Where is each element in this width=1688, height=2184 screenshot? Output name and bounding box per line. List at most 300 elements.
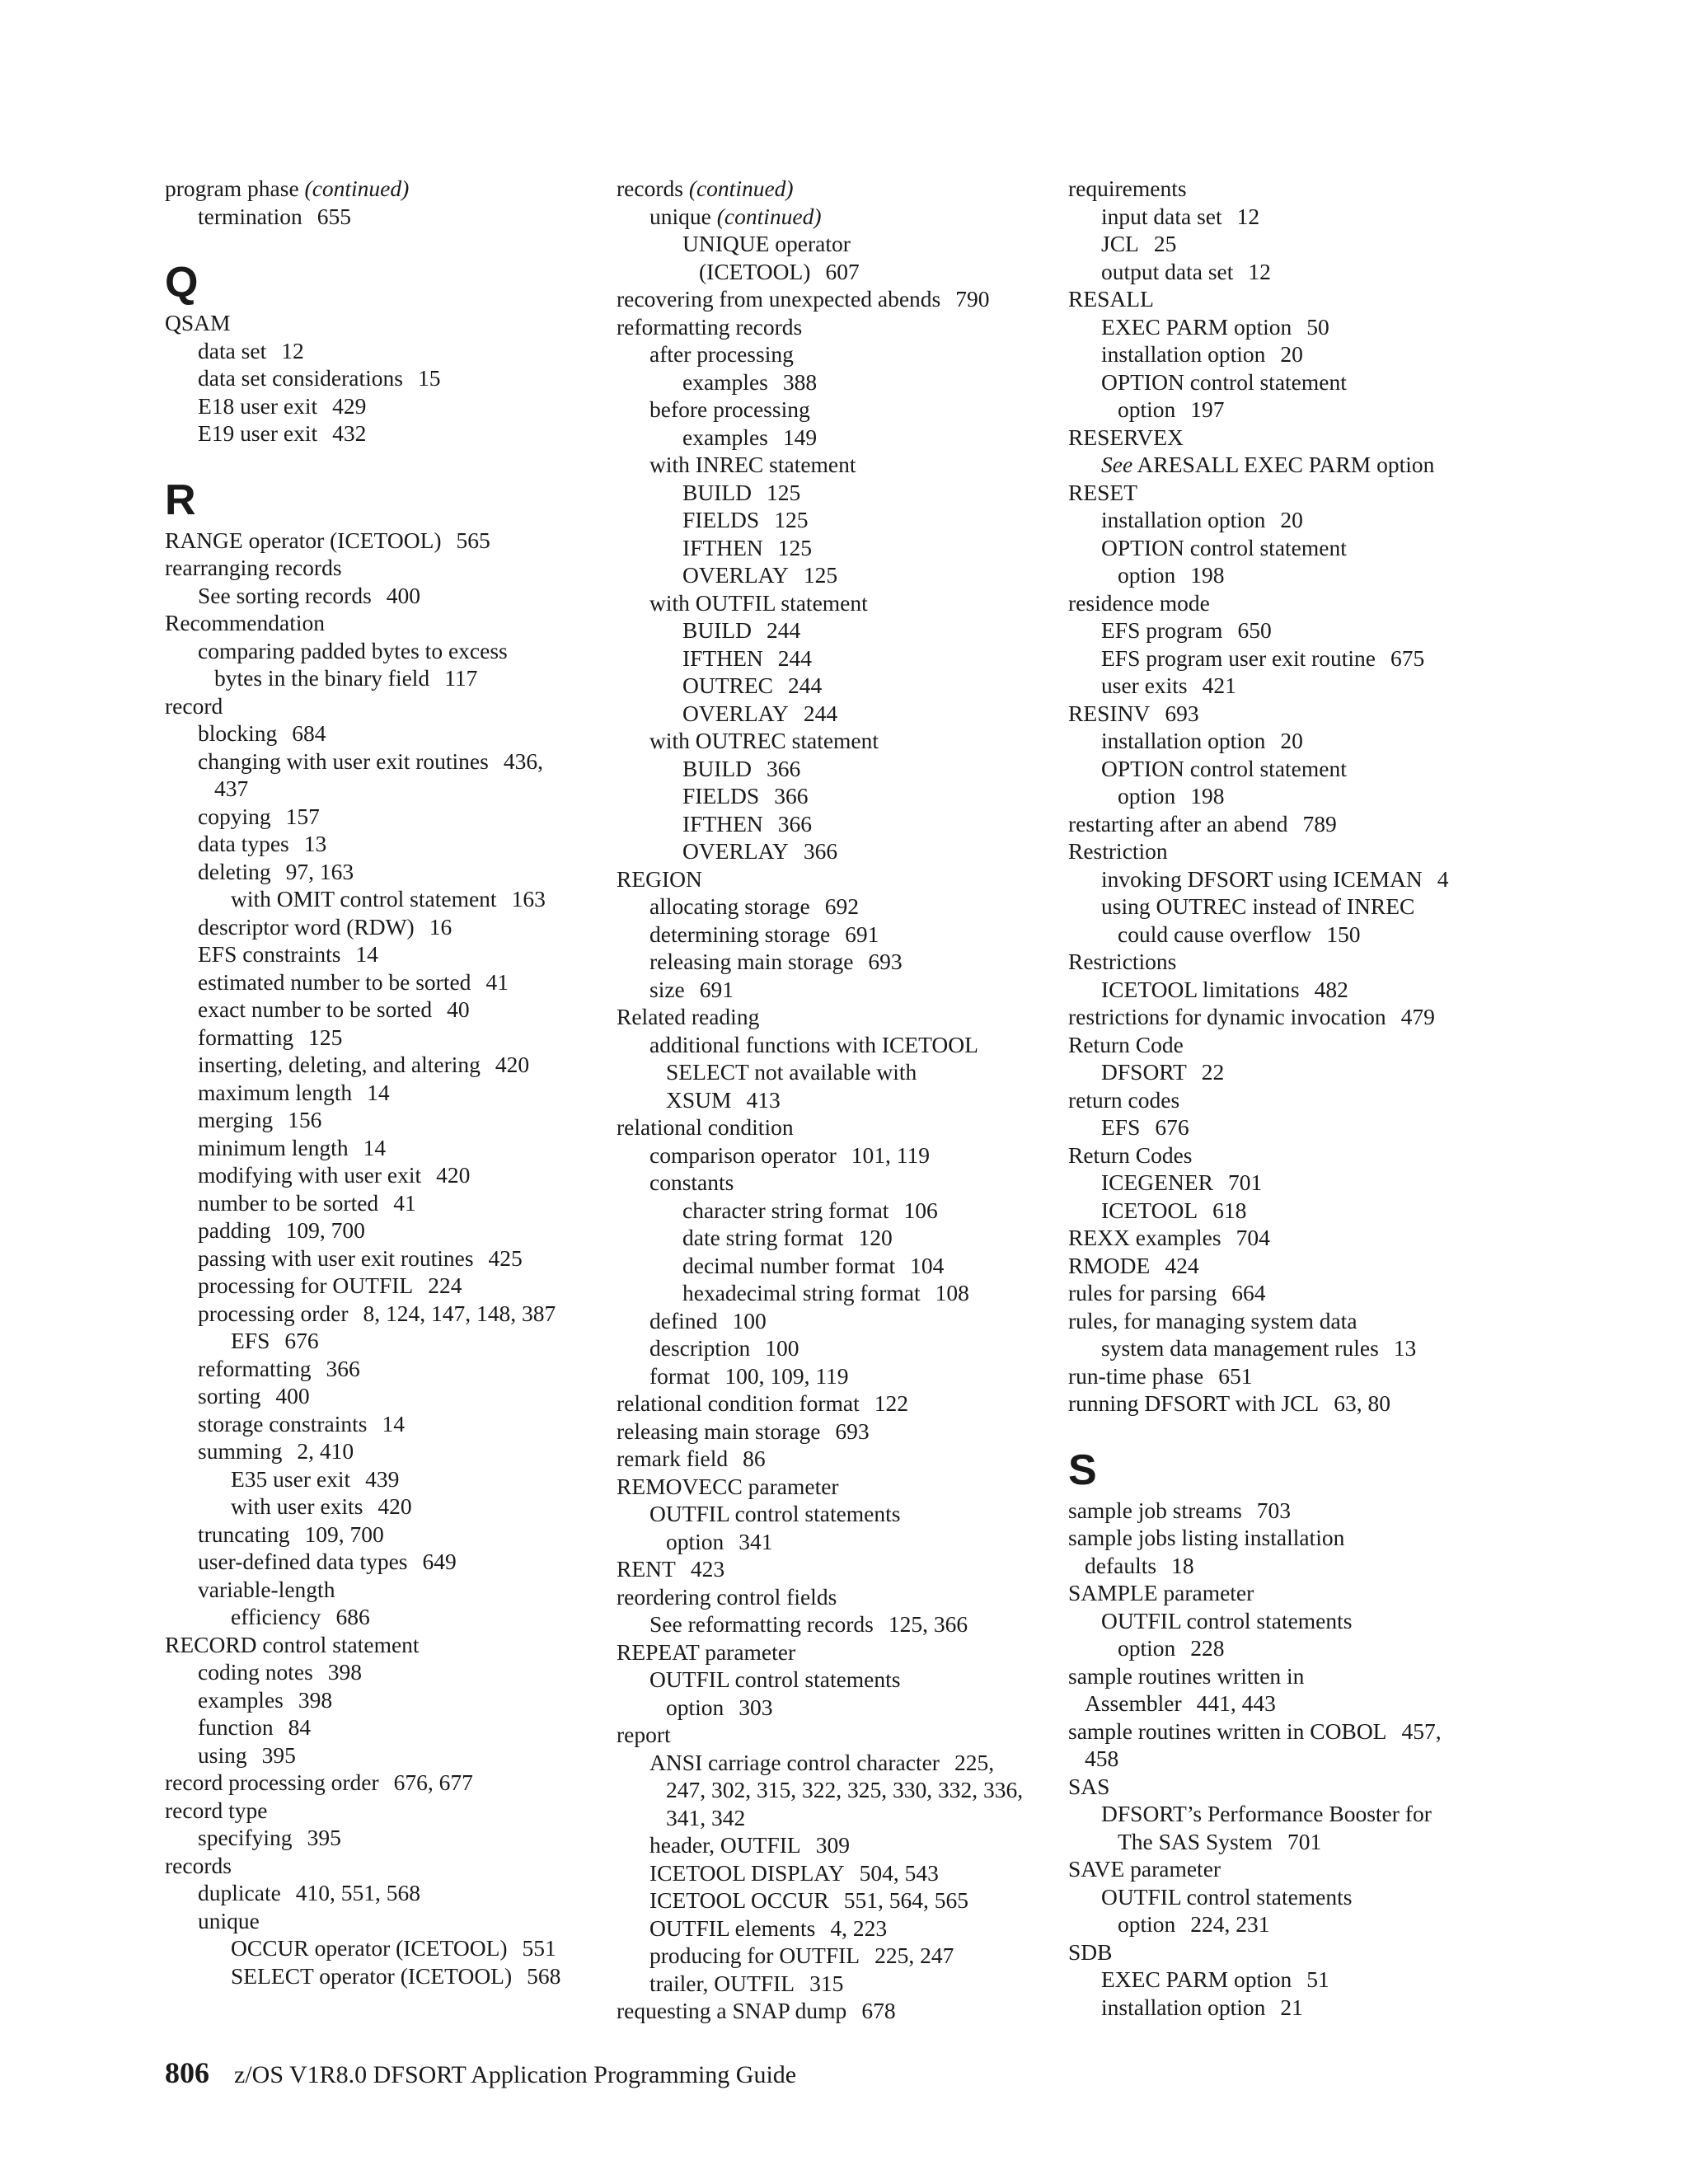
index-entry bbox=[1068, 1224, 1513, 1252]
index-entry bbox=[1068, 1607, 1513, 1635]
index-term: description bbox=[649, 1335, 751, 1361]
page-reference: 149 bbox=[782, 424, 818, 450]
index-term: BUILD bbox=[682, 617, 753, 643]
page-reference: 701 bbox=[1287, 1828, 1322, 1854]
index-term: OUTFIL control statements bbox=[649, 1501, 901, 1526]
page-reference: 18 bbox=[1171, 1552, 1194, 1578]
index-entry bbox=[1068, 1334, 1513, 1362]
index-term: blocking bbox=[198, 720, 278, 746]
index-entry bbox=[1068, 1718, 1513, 1746]
page-reference: 8, 124, 147, 148, 387 bbox=[363, 1300, 556, 1326]
index-term: remark field bbox=[617, 1446, 729, 1471]
index-term: record type bbox=[165, 1797, 268, 1823]
index-entry bbox=[165, 175, 610, 203]
index-term: user-defined data types bbox=[198, 1549, 408, 1574]
index-term: REMOVECC parameter bbox=[617, 1473, 839, 1499]
index-entry bbox=[1068, 1690, 1513, 1718]
page-reference: 225, 247 bbox=[874, 1943, 954, 1968]
index-term: rearranging records bbox=[165, 555, 342, 580]
index-term: ANSI carriage control character bbox=[649, 1749, 940, 1775]
index-term: RESET bbox=[1068, 479, 1138, 505]
index-entry bbox=[617, 1555, 1062, 1583]
index-term: option bbox=[1118, 562, 1176, 588]
index-entry bbox=[165, 1603, 610, 1631]
page-reference: 684 bbox=[292, 720, 326, 746]
index-entry bbox=[165, 692, 610, 720]
index-entry bbox=[1068, 1197, 1513, 1225]
index-term: character string format bbox=[682, 1197, 889, 1223]
index-term: determining storage bbox=[649, 921, 831, 947]
index-entry bbox=[1068, 1994, 1513, 2022]
index-term: OPTION control statement bbox=[1101, 534, 1347, 560]
index-entry bbox=[165, 1713, 610, 1741]
index-entry bbox=[1068, 175, 1513, 203]
index-entry bbox=[165, 1106, 610, 1134]
continued-label: (continued) bbox=[716, 203, 822, 229]
index-entry bbox=[617, 810, 1062, 838]
index-entry bbox=[1068, 1086, 1513, 1114]
index-term: OVERLAY bbox=[682, 700, 789, 726]
index-entry bbox=[617, 921, 1062, 949]
index-term: OVERLAY bbox=[682, 838, 789, 864]
index-entry bbox=[1068, 1552, 1513, 1580]
index-term: reformatting records bbox=[617, 313, 803, 340]
index-entry bbox=[617, 368, 1062, 396]
page-reference: 400 bbox=[275, 1383, 310, 1408]
index-entry bbox=[165, 1962, 610, 1990]
index-term: installation option bbox=[1101, 1994, 1266, 2020]
page-reference: 15 bbox=[417, 365, 441, 391]
index-term: comparing padded bytes to excess bbox=[198, 637, 508, 663]
index-entry bbox=[165, 364, 610, 392]
index-term: RMODE bbox=[1068, 1252, 1151, 1278]
index-entry bbox=[165, 1548, 610, 1576]
index-column-3 bbox=[1068, 175, 1513, 2021]
index-entry bbox=[165, 582, 610, 610]
index-entry bbox=[617, 1776, 1062, 1804]
index-term: with user exits bbox=[231, 1493, 363, 1519]
page-reference: 432 bbox=[332, 420, 367, 446]
index-entry bbox=[1068, 424, 1513, 452]
page-reference: 504, 543 bbox=[859, 1859, 939, 1886]
page-reference: 224 bbox=[428, 1272, 462, 1298]
page-reference: 14 bbox=[355, 941, 378, 967]
page-reference: 789 bbox=[1302, 810, 1337, 837]
document-title: z/OS V1R8.0 DFSORT Application Programming Guide bbox=[234, 2061, 797, 2088]
index-entry bbox=[617, 1915, 1062, 1943]
page-reference: 13 bbox=[303, 831, 327, 856]
index-term: restrictions for dynamic invocation bbox=[1068, 1004, 1386, 1029]
index-entry bbox=[165, 1051, 610, 1079]
index-entry bbox=[165, 1134, 610, 1162]
page-reference: 650 bbox=[1237, 617, 1272, 643]
index-term: See sorting records bbox=[198, 582, 372, 608]
page-reference: 12 bbox=[281, 337, 304, 363]
page-reference: 366 bbox=[803, 838, 838, 864]
index-term: EFS constraints bbox=[198, 941, 341, 967]
index-entry bbox=[1068, 1910, 1513, 1938]
index-entry bbox=[617, 1694, 1062, 1722]
index-entry bbox=[1068, 203, 1513, 231]
index-entry bbox=[165, 1410, 610, 1438]
index-term: E18 user exit bbox=[198, 392, 318, 419]
page-reference: 20 bbox=[1280, 507, 1303, 532]
page-reference: 20 bbox=[1280, 728, 1303, 753]
page-reference: 693 bbox=[835, 1418, 870, 1444]
index-entry bbox=[617, 175, 1062, 203]
page-reference: 197 bbox=[1190, 396, 1225, 422]
index-term: FIELDS bbox=[682, 507, 760, 532]
index-term: report bbox=[617, 1722, 671, 1747]
page-reference: 315 bbox=[809, 1970, 844, 1996]
index-entry bbox=[165, 309, 610, 337]
page-reference: 420 bbox=[377, 1493, 412, 1519]
index-term: allocating storage bbox=[649, 893, 810, 919]
index-term: defaults bbox=[1085, 1552, 1157, 1578]
index-entry bbox=[617, 1528, 1062, 1556]
index-term: option bbox=[666, 1528, 724, 1554]
index-term: option bbox=[666, 1694, 724, 1720]
index-entry bbox=[617, 616, 1062, 644]
index-entry bbox=[617, 948, 1062, 976]
index-entry bbox=[1068, 479, 1513, 507]
index-term: RESINV bbox=[1068, 700, 1151, 726]
index-entry bbox=[617, 340, 1062, 368]
index-term: merging bbox=[198, 1107, 274, 1132]
index-entry bbox=[165, 1824, 610, 1852]
index-entry bbox=[1068, 396, 1513, 424]
index-term: Restrictions bbox=[1068, 949, 1177, 974]
page-reference: 423 bbox=[690, 1556, 725, 1582]
index-term: data set bbox=[198, 337, 267, 363]
page-reference: 100 bbox=[732, 1307, 767, 1333]
index-term: option bbox=[1118, 783, 1176, 808]
index-entry bbox=[617, 506, 1062, 534]
index-term: examples bbox=[198, 1686, 284, 1713]
page-reference: 693 bbox=[868, 949, 903, 974]
index-entry bbox=[1068, 285, 1513, 313]
index-entry bbox=[1068, 1252, 1513, 1280]
index-entry bbox=[617, 396, 1062, 424]
index-term: record processing order bbox=[165, 1769, 379, 1795]
index-term: EXEC PARM option bbox=[1101, 1966, 1292, 1992]
page-reference: 429 bbox=[332, 392, 367, 419]
index-entry bbox=[617, 1610, 1062, 1638]
index-term: rules for parsing bbox=[1068, 1280, 1217, 1305]
page-reference: 14 bbox=[382, 1410, 405, 1436]
index-entry bbox=[617, 1473, 1062, 1501]
index-entry bbox=[165, 1576, 610, 1604]
index-term: system data management rules bbox=[1101, 1335, 1379, 1361]
index-entry bbox=[1068, 782, 1513, 810]
index-term: function bbox=[198, 1714, 274, 1740]
index-entry bbox=[617, 1086, 1062, 1114]
page-reference: 150 bbox=[1326, 921, 1361, 947]
index-term: RENT bbox=[617, 1556, 676, 1582]
page-reference: 691 bbox=[699, 976, 734, 1002]
index-entry bbox=[617, 1197, 1062, 1225]
index-term: trailer, OUTFIL bbox=[649, 1970, 795, 1996]
page-reference: 51 bbox=[1306, 1966, 1329, 1992]
index-entry bbox=[617, 561, 1062, 589]
index-term: decimal number format bbox=[682, 1252, 896, 1278]
index-entry bbox=[1068, 561, 1513, 589]
index-entry bbox=[165, 1244, 610, 1272]
index-term: RESALL bbox=[1068, 286, 1154, 312]
index-term: termination bbox=[198, 203, 302, 229]
index-entry bbox=[165, 719, 610, 748]
index-term: requesting a SNAP dump bbox=[617, 1998, 847, 2023]
index-term: residence mode bbox=[1068, 589, 1210, 616]
page-reference: 675 bbox=[1390, 644, 1425, 671]
index-term: SELECT operator (ICETOOL) bbox=[231, 1962, 513, 1989]
index-term: IFTHEN bbox=[682, 534, 763, 560]
page-footer bbox=[165, 2055, 796, 2090]
page-reference: 100, 109, 119 bbox=[724, 1362, 849, 1389]
index-term: OUTFIL control statements bbox=[1101, 1607, 1353, 1633]
index-term: Return Code bbox=[1068, 1031, 1184, 1057]
index-entry bbox=[617, 644, 1062, 673]
index-term: DFSORT’s Performance Booster for bbox=[1101, 1801, 1432, 1826]
index-term: sample routines written in COBOL bbox=[1068, 1718, 1387, 1744]
page-reference: 122 bbox=[874, 1390, 909, 1416]
index-term: minimum length bbox=[198, 1134, 349, 1160]
page-reference: 22 bbox=[1201, 1059, 1225, 1085]
page-reference: 618 bbox=[1212, 1197, 1247, 1223]
index-term: UNIQUE operator bbox=[682, 231, 851, 256]
page-reference: 2, 410 bbox=[297, 1438, 354, 1464]
index-entry bbox=[617, 976, 1062, 1004]
index-entry bbox=[165, 885, 610, 913]
page-reference: 479 bbox=[1400, 1004, 1435, 1029]
index-entry bbox=[617, 589, 1062, 617]
index-entry bbox=[1068, 1745, 1513, 1773]
index-term: 437 bbox=[214, 776, 249, 801]
index-term: rules, for managing system data bbox=[1068, 1307, 1357, 1333]
index-entry bbox=[617, 1058, 1062, 1086]
index-term: records bbox=[617, 176, 683, 201]
page-reference: 686 bbox=[335, 1604, 370, 1629]
page-reference: 457, bbox=[1401, 1718, 1442, 1744]
index-section-letter: R bbox=[165, 476, 196, 524]
index-entry bbox=[617, 1638, 1062, 1666]
page-reference: 701 bbox=[1227, 1169, 1263, 1195]
index-entry bbox=[617, 1390, 1062, 1418]
page-reference: 244 bbox=[777, 644, 813, 671]
index-term: producing for OUTFIL bbox=[649, 1943, 860, 1968]
index-entry bbox=[1068, 616, 1513, 644]
index-entry bbox=[165, 1272, 610, 1300]
index-entry bbox=[1068, 534, 1513, 562]
index-entry bbox=[1068, 727, 1513, 755]
index-entry bbox=[165, 1852, 610, 1880]
index-entry bbox=[617, 1362, 1062, 1390]
index-term: inserting, deleting, and altering bbox=[198, 1052, 481, 1077]
index-entry bbox=[617, 1224, 1062, 1252]
index-entry bbox=[165, 830, 610, 858]
index-entry bbox=[1068, 976, 1513, 1004]
page-reference: 366 bbox=[777, 810, 813, 837]
index-term: format bbox=[649, 1362, 710, 1389]
index-term: IFTHEN bbox=[682, 810, 763, 837]
page-reference: 63, 80 bbox=[1334, 1390, 1390, 1416]
index-entry bbox=[165, 1907, 610, 1935]
index-entry bbox=[617, 1970, 1062, 1998]
index-entry bbox=[617, 313, 1062, 341]
index-term: running DFSORT with JCL bbox=[1068, 1390, 1320, 1416]
page-reference: 398 bbox=[327, 1659, 363, 1685]
index-entry bbox=[165, 940, 610, 968]
index-entry bbox=[617, 893, 1062, 921]
index-term: REXX examples bbox=[1068, 1225, 1221, 1250]
index-term: releasing main storage bbox=[649, 949, 854, 974]
index-entry bbox=[617, 1804, 1062, 1832]
page-reference: 551 bbox=[522, 1935, 556, 1961]
index-term: sample job streams bbox=[1068, 1497, 1242, 1523]
index-term: invoking DFSORT using ICEMAN bbox=[1101, 865, 1423, 892]
index-term: changing with user exit routines bbox=[198, 748, 489, 774]
index-term: could cause overflow bbox=[1118, 921, 1312, 947]
page-reference: 366 bbox=[774, 783, 809, 808]
continued-label: (continued) bbox=[688, 176, 794, 201]
index-term: Related reading bbox=[617, 1004, 760, 1029]
index-entry bbox=[1068, 1141, 1513, 1169]
index-entry bbox=[617, 782, 1062, 810]
index-entry bbox=[1068, 1497, 1513, 1525]
index-term: BUILD bbox=[682, 755, 753, 781]
page-reference: 676, 677 bbox=[393, 1769, 473, 1795]
index-entry bbox=[1068, 810, 1513, 838]
index-entry bbox=[165, 1465, 610, 1493]
index-term: 341, 342 bbox=[666, 1804, 746, 1830]
page-reference: 388 bbox=[782, 368, 818, 395]
index-entry bbox=[1068, 1307, 1513, 1335]
index-entry bbox=[617, 1003, 1062, 1031]
page-reference: 482 bbox=[1314, 976, 1348, 1002]
index-entry bbox=[617, 1031, 1062, 1059]
index-entry bbox=[165, 664, 610, 692]
page-reference: 125 bbox=[774, 507, 809, 532]
page-reference: 20 bbox=[1280, 341, 1303, 367]
index-entry bbox=[617, 1666, 1062, 1694]
index-entry bbox=[165, 1493, 610, 1521]
page-reference: 104 bbox=[910, 1252, 945, 1278]
page-reference: 125, 366 bbox=[888, 1611, 968, 1637]
index-term: duplicate bbox=[198, 1880, 281, 1905]
index-term: summing bbox=[198, 1438, 283, 1464]
index-term: relational condition format bbox=[617, 1390, 860, 1416]
index-entry bbox=[617, 700, 1062, 728]
index-term: DFSORT bbox=[1101, 1059, 1187, 1085]
page-reference: 109, 700 bbox=[285, 1217, 365, 1243]
index-term: OUTFIL control statements bbox=[649, 1666, 901, 1692]
index-term: padding bbox=[198, 1217, 271, 1243]
index-term: ARESALL EXEC PARM option bbox=[1137, 452, 1435, 477]
index-term: installation option bbox=[1101, 507, 1266, 532]
index-entry bbox=[1068, 644, 1513, 673]
index-term: ICETOOL DISPLAY bbox=[649, 1859, 845, 1886]
index-term: ICETOOL limitations bbox=[1101, 976, 1300, 1002]
page-reference: 607 bbox=[825, 258, 860, 284]
index-entry bbox=[1068, 1524, 1513, 1552]
index-term: JCL bbox=[1101, 231, 1139, 256]
index-term: ICEGENER bbox=[1101, 1169, 1213, 1195]
index-entry bbox=[617, 1334, 1062, 1362]
index-entry bbox=[617, 865, 1062, 893]
index-term: user exits bbox=[1101, 673, 1188, 698]
index-entry bbox=[1068, 1169, 1513, 1197]
index-term: Recommendation bbox=[165, 610, 325, 635]
index-entry bbox=[165, 1741, 610, 1769]
index-term: See reformatting records bbox=[649, 1611, 874, 1637]
page-reference: 120 bbox=[858, 1225, 893, 1250]
index-entry bbox=[165, 1437, 610, 1465]
index-entry bbox=[617, 1252, 1062, 1280]
index-entry bbox=[1068, 1634, 1513, 1662]
index-entry bbox=[165, 609, 610, 637]
page-reference: 224, 231 bbox=[1190, 1911, 1270, 1937]
index-entry bbox=[617, 285, 1062, 313]
index-entry bbox=[165, 337, 610, 365]
index-entry bbox=[165, 803, 610, 831]
index-term: recovering from unexpected abends bbox=[617, 286, 941, 312]
index-term: constants bbox=[649, 1169, 734, 1195]
index-term: FIELDS bbox=[682, 783, 760, 808]
page-reference: 244 bbox=[788, 673, 823, 698]
index-term: with OUTREC statement bbox=[649, 728, 879, 753]
index-entry bbox=[617, 837, 1062, 865]
page-reference: 117 bbox=[444, 665, 478, 691]
index-entry bbox=[165, 1769, 610, 1797]
index-entry bbox=[617, 1169, 1062, 1197]
page-reference: 163 bbox=[511, 886, 546, 912]
index-term: comparison operator bbox=[649, 1141, 837, 1168]
index-term: with OUTFIL statement bbox=[649, 589, 868, 616]
page-reference: 425 bbox=[488, 1244, 523, 1271]
index-entry bbox=[165, 419, 610, 448]
index-term: (ICETOOL) bbox=[699, 258, 811, 284]
index-entry bbox=[165, 996, 610, 1024]
index-entry bbox=[1068, 1579, 1513, 1607]
page-reference: 678 bbox=[861, 1998, 896, 2023]
page-reference: 125 bbox=[803, 562, 838, 588]
index-term: coding notes bbox=[198, 1659, 313, 1685]
index-term: processing order bbox=[198, 1300, 349, 1326]
page-reference: 156 bbox=[288, 1107, 322, 1132]
index-entry bbox=[165, 1327, 610, 1355]
page-reference: 225, bbox=[954, 1749, 995, 1775]
page-reference: 198 bbox=[1190, 783, 1225, 808]
index-entry bbox=[1068, 1279, 1513, 1307]
index-term: OPTION control statement bbox=[1101, 755, 1347, 781]
index-entry bbox=[1068, 1828, 1513, 1856]
index-term: OUTREC bbox=[682, 673, 773, 698]
index-term: EXEC PARM option bbox=[1101, 313, 1292, 340]
index-term: return codes bbox=[1068, 1086, 1180, 1113]
index-term: RANGE operator (ICETOOL) bbox=[165, 527, 442, 553]
index-entry bbox=[165, 775, 610, 803]
index-term: run-time phase bbox=[1068, 1362, 1204, 1389]
page-reference: 12 bbox=[1248, 258, 1271, 284]
index-entry bbox=[1068, 700, 1513, 728]
index-entry bbox=[165, 1079, 610, 1107]
index-entry bbox=[617, 1749, 1062, 1777]
index-term: BUILD bbox=[682, 479, 753, 505]
index-term: OCCUR operator (ICETOOL) bbox=[231, 1935, 508, 1961]
page-reference: 16 bbox=[429, 913, 452, 940]
index-term: examples bbox=[682, 368, 768, 395]
page-reference: 84 bbox=[288, 1714, 312, 1740]
